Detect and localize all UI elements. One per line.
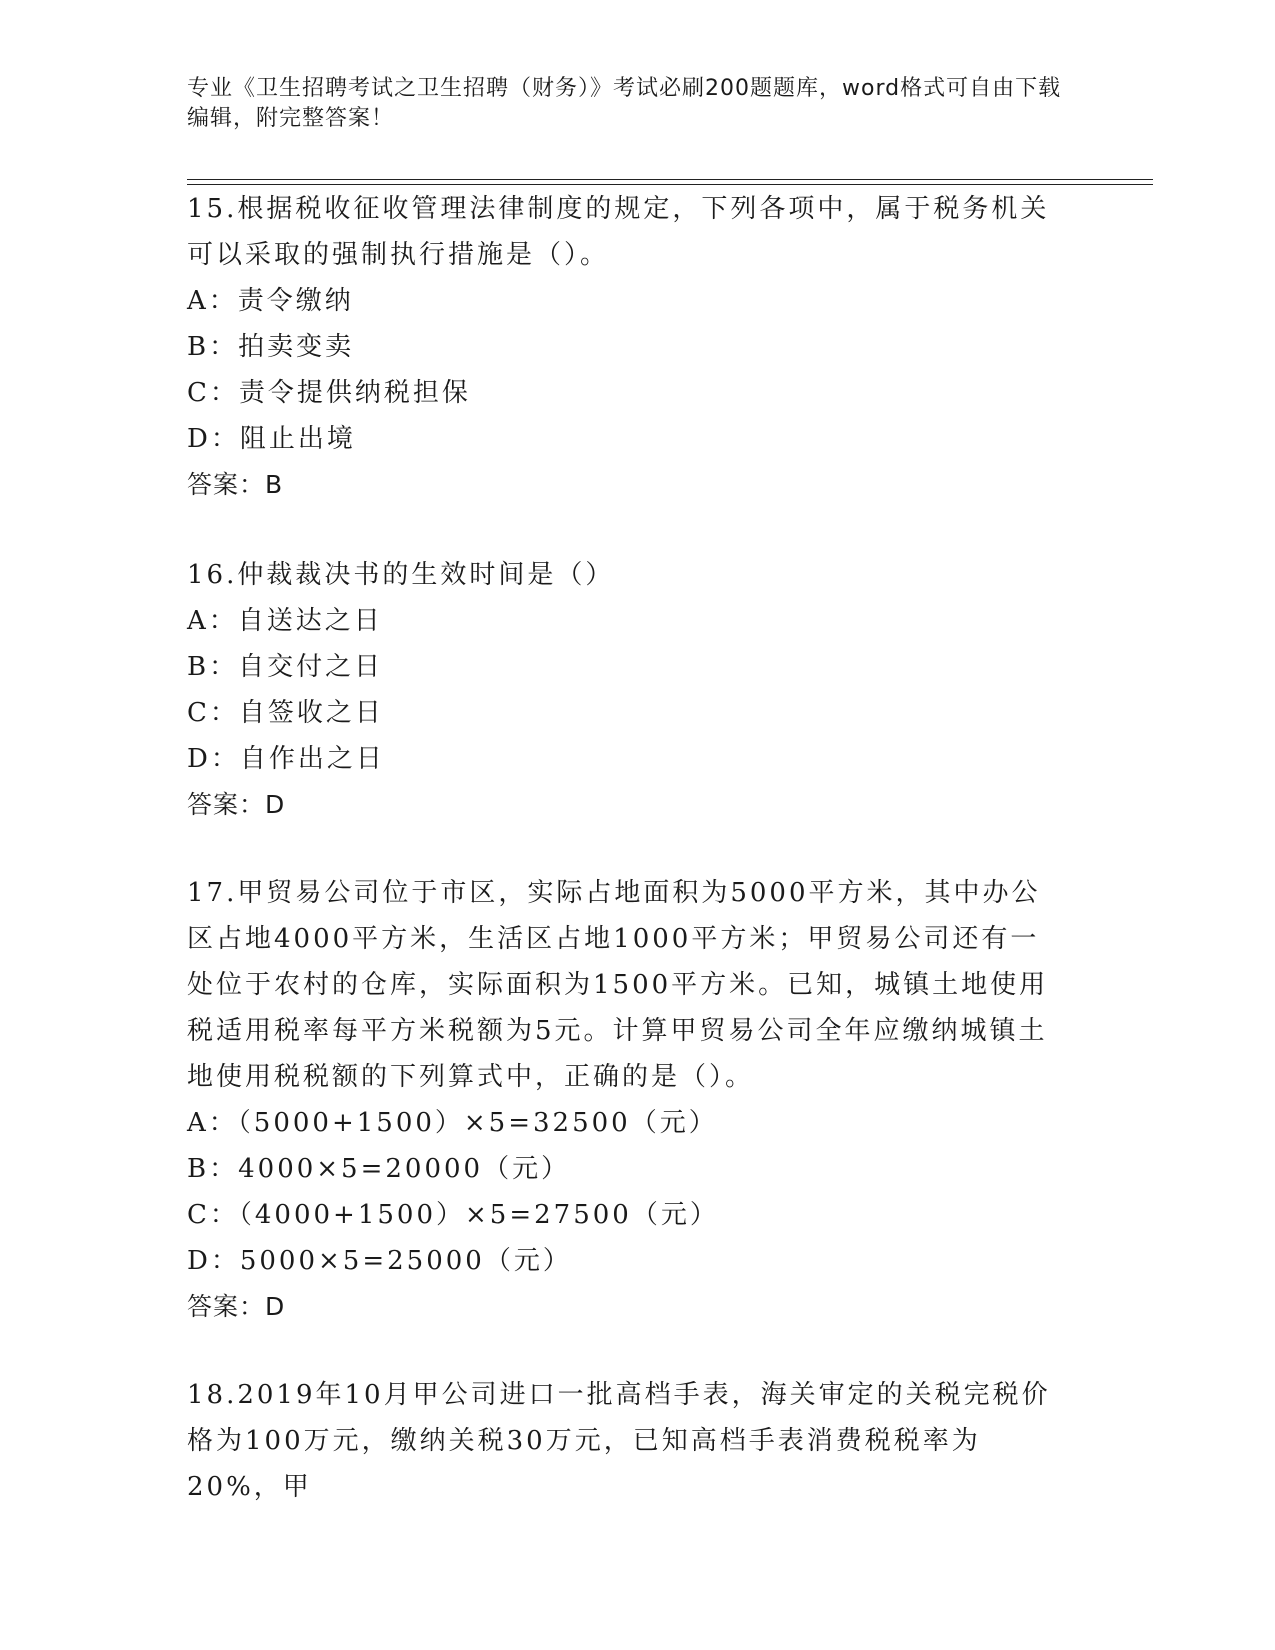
question-16: [187, 552, 1067, 828]
option-d: D：5000×5=25000（元）: [187, 1246, 572, 1276]
question-15: [187, 186, 1067, 508]
option-a: A：责令缴纳: [187, 286, 354, 316]
document-header: 专业《卫生招聘考试之卫生招聘（财务）》考试必刷200题题库，word格式可自由下载编辑，附完整答案！: [187, 76, 1062, 131]
answer: 答案：D: [187, 790, 286, 819]
question-18: [187, 1372, 1067, 1510]
option-a: A：自送达之日: [187, 606, 383, 636]
option-d: D：阻止出境: [187, 424, 356, 454]
option-c: C：（4000+1500）×5=27500（元）: [187, 1200, 719, 1230]
question-stem: 17.甲贸易公司位于市区，实际占地面积为5000平方米，其中办公区占地4000平方米，生活区占地1000平方米；甲贸易公司还有一处位于农村的仓库，实际面积为1500平方米。已知，城镇土地使用税适用税率每平方米税额为5元。计算甲贸易公司全年应缴纳城镇土地使用税税额的下列算式中，正确的是（）。: [187, 878, 1049, 1092]
answer: 答案：D: [187, 1292, 286, 1321]
answer: 答案：B: [187, 470, 284, 499]
question-17: [187, 870, 1067, 1330]
option-c: C：自签收之日: [187, 698, 384, 728]
option-c: C：责令提供纳税担保: [187, 378, 471, 408]
header-divider-bottom: [187, 184, 1153, 185]
question-stem: 15.根据税收征收管理法律制度的规定，下列各项中，属于税务机关可以采取的强制执行措施是（）。: [187, 194, 1050, 270]
option-a: A：（5000+1500）×5=32500（元）: [187, 1108, 718, 1138]
option-b: B：4000×5=20000（元）: [187, 1154, 571, 1184]
header-divider-top: [187, 179, 1153, 180]
option-d: D：自作出之日: [187, 744, 385, 774]
question-stem: 18.2019年10月甲公司进口一批高档手表，海关审定的关税完税价格为100万元，缴纳关税30万元，已知高档手表消费税税率为20%，甲: [187, 1380, 1051, 1502]
question-stem: 16.仲裁裁决书的生效时间是（）: [187, 560, 615, 590]
option-b: B：自交付之日: [187, 652, 384, 682]
option-b: B：拍卖变卖: [187, 332, 355, 362]
